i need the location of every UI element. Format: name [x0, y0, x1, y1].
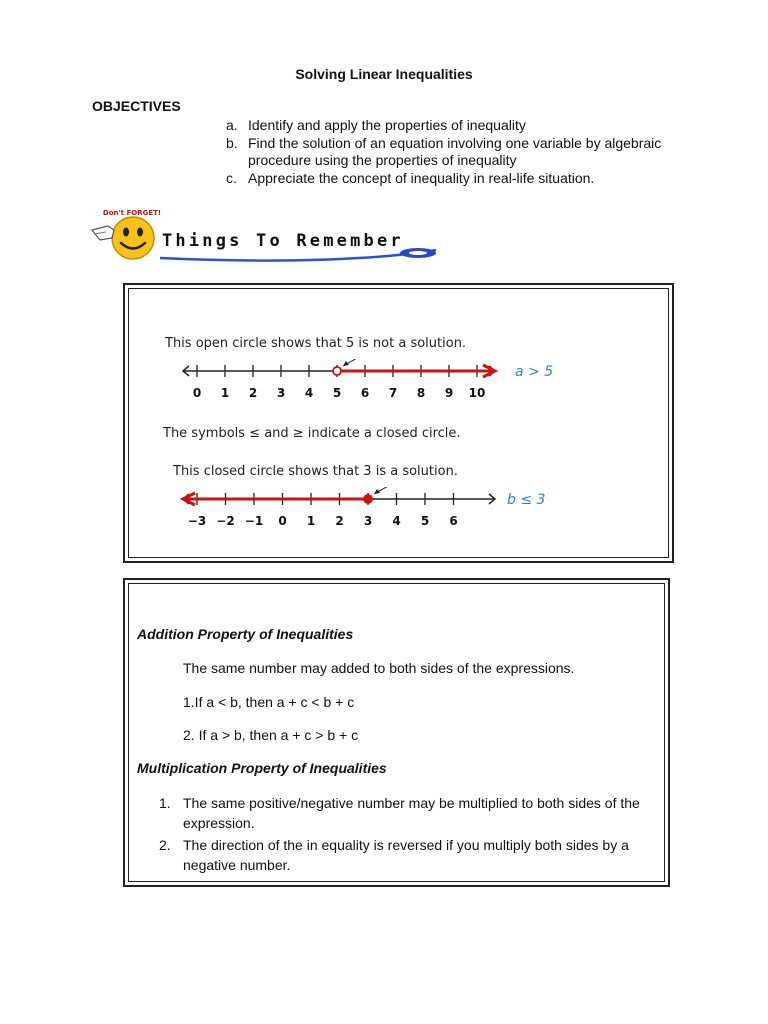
tick-label: 6	[360, 386, 370, 400]
multiplication-item	[159, 835, 659, 875]
tick-label: −1	[244, 514, 264, 528]
sticker-text: Don't FORGET!	[102, 209, 162, 217]
tick-label: 8	[416, 386, 426, 400]
addition-rule-1: 1.If a < b, then a + c < b + c	[183, 694, 355, 710]
tick-label: 4	[304, 386, 314, 400]
multiplication-heading: Multiplication Property of Inequalities	[137, 760, 387, 776]
tick-label: 2	[248, 386, 258, 400]
swoosh-line	[160, 250, 436, 261]
objectives-heading: OBJECTIVES	[92, 98, 181, 114]
closed-circle	[364, 495, 372, 503]
tick-label: 0	[278, 514, 287, 528]
addition-description: The same number may added to both sides of the expressions.	[183, 660, 575, 676]
tick-label: 7	[388, 386, 398, 400]
tick-label: 10	[468, 386, 486, 400]
symbols-caption: The symbols ≤ and ≥ indicate a closed circle.	[163, 426, 461, 441]
tick-label: −3	[187, 514, 207, 528]
number-line-box	[123, 283, 674, 563]
tick-label: 6	[449, 514, 458, 528]
objective-text: Identify and apply the properties of inequality	[248, 117, 526, 133]
objective-text: Find the solution of an equation involving one variable by algebraic procedure using the properties of inequality	[248, 134, 662, 168]
objective-item	[226, 135, 706, 170]
item-marker: 1.	[159, 795, 171, 811]
open-circle	[333, 367, 341, 375]
item-marker: 2.	[159, 837, 171, 853]
objectives-list	[226, 117, 706, 187]
tick-label: 2	[335, 514, 344, 528]
inequality-label: b ≤ 3	[507, 492, 546, 508]
addition-heading: Addition Property of Inequalities	[137, 626, 354, 642]
number-line-a	[169, 359, 639, 415]
addition-rule-2: 2. If a > b, then a + c > b + c	[183, 727, 359, 743]
tick-label: 1	[306, 514, 316, 528]
objective-text: Appreciate the concept of inequality in real-life situation.	[248, 169, 595, 186]
tick-label: −2	[216, 514, 235, 528]
tick-label: 3	[363, 514, 373, 528]
properties-box	[123, 578, 670, 887]
objective-marker: c.	[226, 169, 237, 186]
tick-label: 4	[392, 514, 401, 528]
tick-label: 1	[220, 386, 230, 400]
objective-marker: a.	[226, 117, 238, 133]
objective-item	[226, 170, 706, 188]
banner-graphic	[88, 204, 450, 266]
things-to-remember-banner	[88, 204, 450, 266]
page-title: Solving Linear Inequalities	[295, 66, 473, 82]
tick-label: 3	[276, 386, 286, 400]
open-circle-caption: This open circle shows that 5 is not a solution.	[165, 336, 467, 351]
number-line-b	[169, 487, 639, 543]
smiley-icon	[92, 217, 154, 259]
inequality-label: a > 5	[515, 364, 554, 380]
objective-item	[226, 117, 706, 135]
tick-label: 5	[420, 514, 430, 528]
tick-label: 0	[192, 386, 202, 400]
tick-label: 5	[332, 386, 342, 400]
closed-circle-caption: This closed circle shows that 3 is a solution.	[173, 464, 458, 479]
dont-forget-sticker	[103, 209, 161, 217]
multiplication-item	[159, 793, 659, 833]
tick-label: 9	[444, 386, 454, 400]
item-text: The same positive/negative number may be multiplied to both sides of the expression.	[183, 795, 640, 831]
item-text: The direction of the in equality is reversed if you multiply both sides by a negative number.	[183, 837, 629, 873]
banner-title: Things To Remember	[162, 231, 404, 251]
objective-marker: b.	[226, 134, 238, 151]
